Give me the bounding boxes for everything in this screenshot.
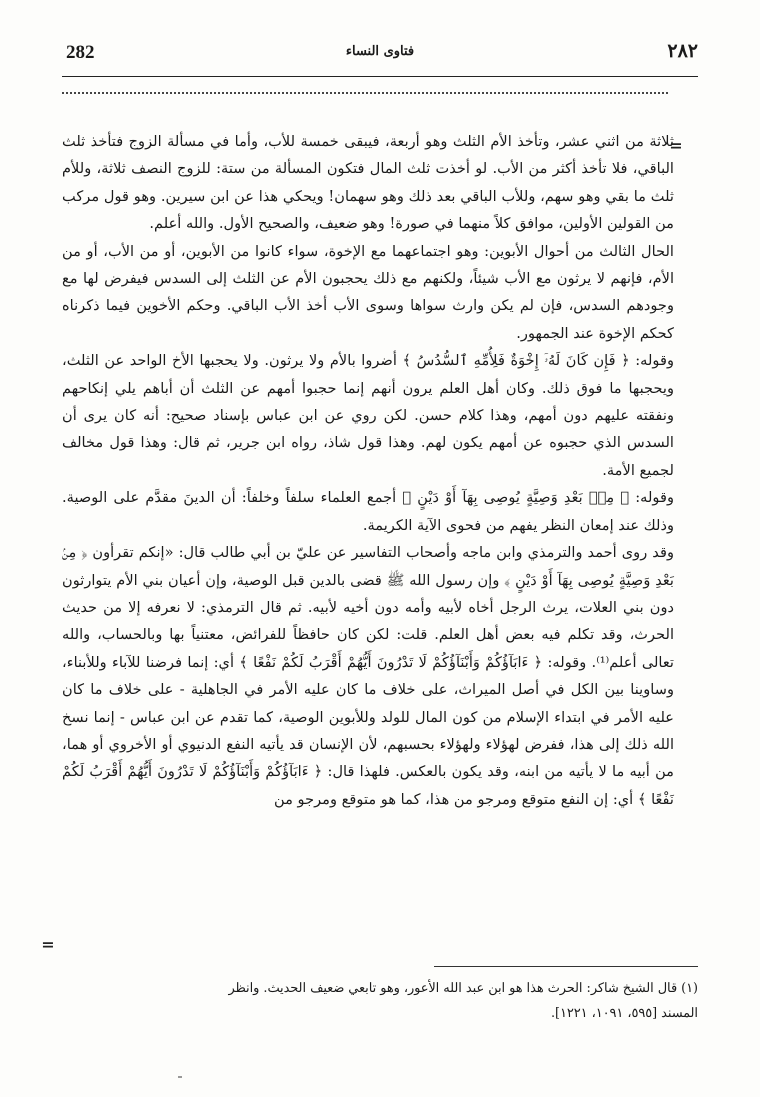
page-number-latin: 282 xyxy=(66,42,95,63)
paragraph: وقد روى أحمد والترمذي وابن ماجه وأصحاب التفاسير عن عليّ بن أبي طالب قال: «إنكم تقرأون ﴿ مِنۢ بَعْدِ وَصِيَّةٍ يُوصِى بِهَآ أَوْ دَيْنٍ ﴾ وإن رسول الله ﷺ قضى بالدين قبل الوصية، وإن أعيان بني الأم يتوارثون دون بني العلات، يرث الرجل أخاه لأبيه وأمه دون أخيه لأبيه. ثم قال الترمذي: لا نعرفه إلا من حديث الحرث، وقد تكلم فيه بعض أهل العلم. قلت: لكن كان حافظاً للفرائض، معتنياً بها وبالحساب، والله تعالى أعلم⁽¹⁾. وقوله: ﴿ ءَابَآؤُكُمْ وَأَبْنَآؤُكُمْ لَا تَدْرُونَ أَيُّهُمْ أَقْرَبُ لَكُمْ نَفْعًا ﴾ أي: إنما فرضنا للآباء وللأبناء، وساوينا بين الكل في أصل الميراث، على خلاف ما كان عليه الأمر في الجاهلية - على خلاف ما كان عليه الأمر في ابتداء الإسلام من كون المال للولد وللأبوين الوصية، كما تقدم عن ابن عباس - إنما نسخ الله ذلك إلى هذا، ففرض لهؤلاء ولهؤلاء بحسبهم، لأن الإنسان قد يأتيه النفع الدنيوي أو الأخروي أو هما، من أبيه ما لا يأتيه من ابنه، وقد يكون بالعكس. فلهذا قال: ﴿ ءَابَآؤُكُمْ وَأَبْنَآؤُكُمْ لَا تَدْرُونَ أَيُّهُمْ أَقْرَبُ لَكُمْ نَفْعًا ﴾ أي: إن النفع متوقع ومرجو من هذا، كما هو متوقع ومرجو من xyxy=(62,544,674,808)
dotted-separator xyxy=(62,92,668,94)
paragraph: وقوله: ﴿ مِنۢ بَعْدِ وَصِيَّةٍ يُوصِى بِهَآ أَوْ دَيْنٍ ﴾ أجمع العلماء سلفاً وخلفاً: أن الدينَ مقدَّم على الوصية. وذلك عند إمعان النظر يفهم من فحوى الآية الكريمة. xyxy=(62,489,674,534)
paragraph: الحال الثالث من أحوال الأبوين: وهو اجتماعهما مع الإخوة، سواء كانوا من الأبوين، أو من الأب، أو من الأم، فإنهم لا يرثون مع الأب شيئاً، ولكنهم مع ذلك يحجبون الأم عن الثلث إلى السدس فيفرض لها مع وجودهم السدس، فإن لم يكن وارث سواها وسوى الأب أخذ الأب الباقي. وحكم الأخوين فيما ذكرناه كحكم الإخوة عند الجمهور. xyxy=(62,242,674,342)
main-text xyxy=(62,128,674,813)
header-rule xyxy=(62,76,698,77)
page-number-arabic: ٢٨٢ xyxy=(667,40,698,62)
continuation-mark-bottom: = xyxy=(41,935,55,954)
continuation-mark-top: = xyxy=(669,136,683,155)
paragraph: ثلاثة من اثني عشر، وتأخذ الأم الثلث وهو أربعة، فيبقى خمسة للأب، وأما في مسألة الزوج فتأخذ ثلث الباقي، فلا تأخذ أكثر من الأب. لو أخذت ثلث المال فتكون المسألة من ستة: للزوج النصف ثلاثة، وللأم ثلث ما بقي وهو سهم، وللأب الباقي بعد ذلك وهو سهمان! ويحكي هذا عن ابن سيرين. وهو قول مركب من القولين الأولين، موافق كلاً منهما في صورة! وهو ضعيف، والصحيح الأول. والله أعلم. xyxy=(62,133,674,233)
paragraph: وقوله: ﴿ فَإِن كَانَ لَهُۥٓ إِخْوَةٌ فَلِأُمِّهِ ٱلسُّدُسُ ﴾ أضروا بالأم ولا يرثون. ولا يحجبها الأخ الواحد عن الثلث، ويحجبها ما فوق ذلك. وكان أهل العلم يرون أنهم إنما حجبوا أمهم عن الثلث أن أباهم يلي إنكاحهم ونفقته عليهم دون أمهم، وهذا كلام حسن. لكن روي عن ابن عباس بإسناد صحيح: أنه كان يرى أن السدس الذي حجبوه عن أمهم يكون لهم. وهذا قول شاذ، رواه ابن جرير، ثم قال: وهذا قول مخالف لجميع الأمة. xyxy=(62,352,674,479)
print-speck xyxy=(178,1076,182,1078)
page-header xyxy=(62,40,698,80)
footnote-line: (١) قال الشيخ شاكر: الحرث هذا هو ابن عبد الله الأعور، وهو تابعي ضعيف الحديث. وانظر xyxy=(228,981,698,996)
footnote-rule xyxy=(434,966,698,967)
footnote xyxy=(62,976,698,1026)
footnote-line: المسند [٥٩٥، ١٠٩١، ١٢٢١]. xyxy=(550,1006,698,1021)
running-title: فتاوى النساء xyxy=(345,44,415,59)
